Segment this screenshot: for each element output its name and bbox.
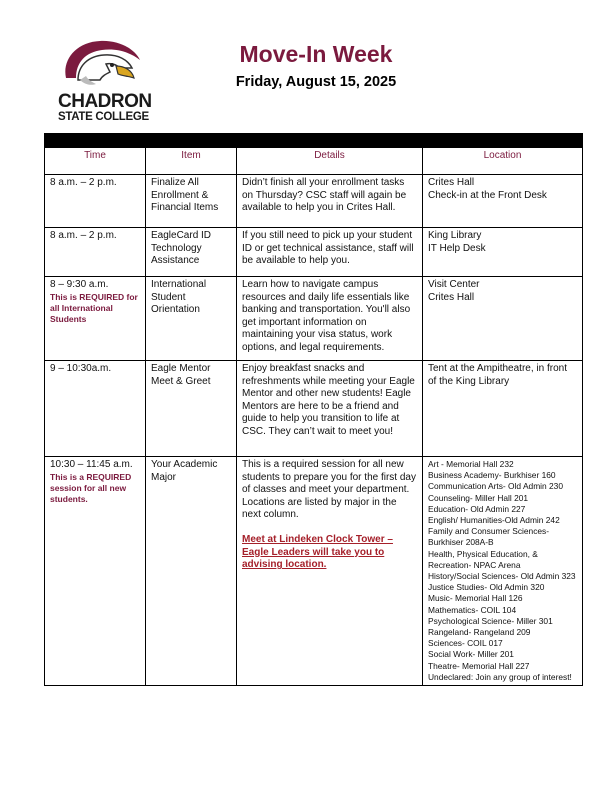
- page-date: Friday, August 15, 2025: [235, 74, 397, 90]
- details-cell: Learn how to navigate campus resources and daily life essentials like banking and transportation. You'll also get important information on maintaining your visa status, work options, and legal requirements.: [237, 277, 423, 361]
- college-logo: [58, 38, 152, 124]
- location-cell: Crites Hall Check-in at the Front Desk: [423, 175, 583, 228]
- header-location: Location: [423, 148, 583, 175]
- time-cell: 8 a.m. – 2 p.m.: [45, 175, 146, 228]
- list-item: Communication Arts- Old Admin 230: [428, 481, 563, 492]
- list-item: Rangeland- Rangeland 209: [428, 627, 531, 638]
- time-cell: 10:30 – 11:45 a.m. This is a REQUIRED session for all new students.: [45, 457, 146, 686]
- logo-subname: STATE COLLEGE: [58, 111, 149, 123]
- list-item: Art - Memorial Hall 232: [428, 459, 514, 469]
- page-title: Move-In Week: [239, 41, 393, 67]
- list-item: Education- Old Admin 227: [428, 503, 526, 514]
- list-item: Music- Memorial Hall 126: [428, 593, 523, 604]
- list-item: Business Academy- Burkhiser 160: [428, 470, 556, 481]
- required-note: This is a REQUIRED session for all new students.: [50, 471, 132, 504]
- location-cell: King Library IT Help Desk: [423, 228, 583, 277]
- header-time: Time: [45, 148, 146, 175]
- table-row: [45, 175, 583, 228]
- list-item: English/ Humanities-Old Admin 242: [428, 515, 560, 526]
- list-item: Social Work- Miller 201: [428, 649, 514, 660]
- time-cell: 9 – 10:30a.m.: [45, 361, 146, 457]
- list-item: Sciences- COIL 017: [428, 638, 503, 649]
- table-row: [45, 457, 583, 686]
- list-item: Family and Consumer Sciences- Burkhiser 208A-B: [428, 526, 550, 548]
- location-cell: Tent at the Ampitheatre, in front of the King Library: [423, 361, 583, 457]
- header-bar: [45, 134, 583, 148]
- details-cell: If you still need to pick up your student ID or get technical assistance, staff will be available to help you.: [237, 228, 423, 277]
- list-item: Justice Studies- Old Admin 320: [428, 582, 545, 593]
- required-note: This is REQUIRED for all International Students: [50, 291, 138, 324]
- location-cell: [423, 457, 583, 686]
- item-cell: Your Academic Major: [146, 457, 237, 686]
- location-cell: Visit Center Crites Hall: [423, 277, 583, 361]
- details-cell: This is a required session for all new students to prepare you for the first day of classes and meet your department. Locations are listed by major in the next column. Meet at Lindeken Clock Tower – Eagle Leaders will take you to advising location.: [237, 457, 423, 686]
- list-item: Mathematics- COIL 104: [428, 604, 517, 615]
- eagle-head-icon: [60, 38, 144, 90]
- list-item: Theatre- Memorial Hall 227: [428, 660, 530, 671]
- list-item: Counseling- Miller Hall 201: [428, 492, 529, 503]
- header-row: [45, 148, 583, 175]
- header-item: Item: [146, 148, 237, 175]
- clock-tower-meeting-link: Meet at Lindeken Clock Tower – Eagle Leaders will take you to advising location.: [242, 533, 393, 571]
- table-row: [45, 228, 583, 277]
- list-item: History/Social Sciences- Old Admin 323: [428, 571, 576, 582]
- list-item: Health, Physical Education, & Recreation- NPAC Arena: [428, 548, 538, 570]
- time-cell: 8 – 9:30 a.m. This is REQUIRED for all International Students: [45, 277, 146, 361]
- header-details: Details: [237, 148, 423, 175]
- schedule-table: [44, 133, 583, 686]
- list-item: Psychological Science- Miller 301: [428, 615, 553, 626]
- logo-name: CHADRON: [58, 91, 152, 112]
- table-row: [45, 361, 583, 457]
- details-cell: Didn’t finish all your enrollment tasks on Thursday? CSC staff will again be available to help you in Crites Hall.: [237, 175, 423, 228]
- details-cell: Enjoy breakfast snacks and refreshments while meeting your Eagle Mentor and other new students! Eagle Mentors are here to be a friend and guide to help you transition to life at CSC. They can’t wait to meet you!: [237, 361, 423, 457]
- table-row: [45, 277, 583, 361]
- time-cell: 8 a.m. – 2 p.m.: [45, 228, 146, 277]
- item-cell: Eagle Mentor Meet & Greet: [146, 361, 237, 457]
- item-cell: EagleCard ID Technology Assistance: [146, 228, 237, 277]
- item-cell: International Student Orientation: [146, 277, 237, 361]
- item-cell: Finalize All Enrollment & Financial Items: [146, 175, 237, 228]
- list-item: Undeclared: Join any group of interest!: [428, 671, 572, 682]
